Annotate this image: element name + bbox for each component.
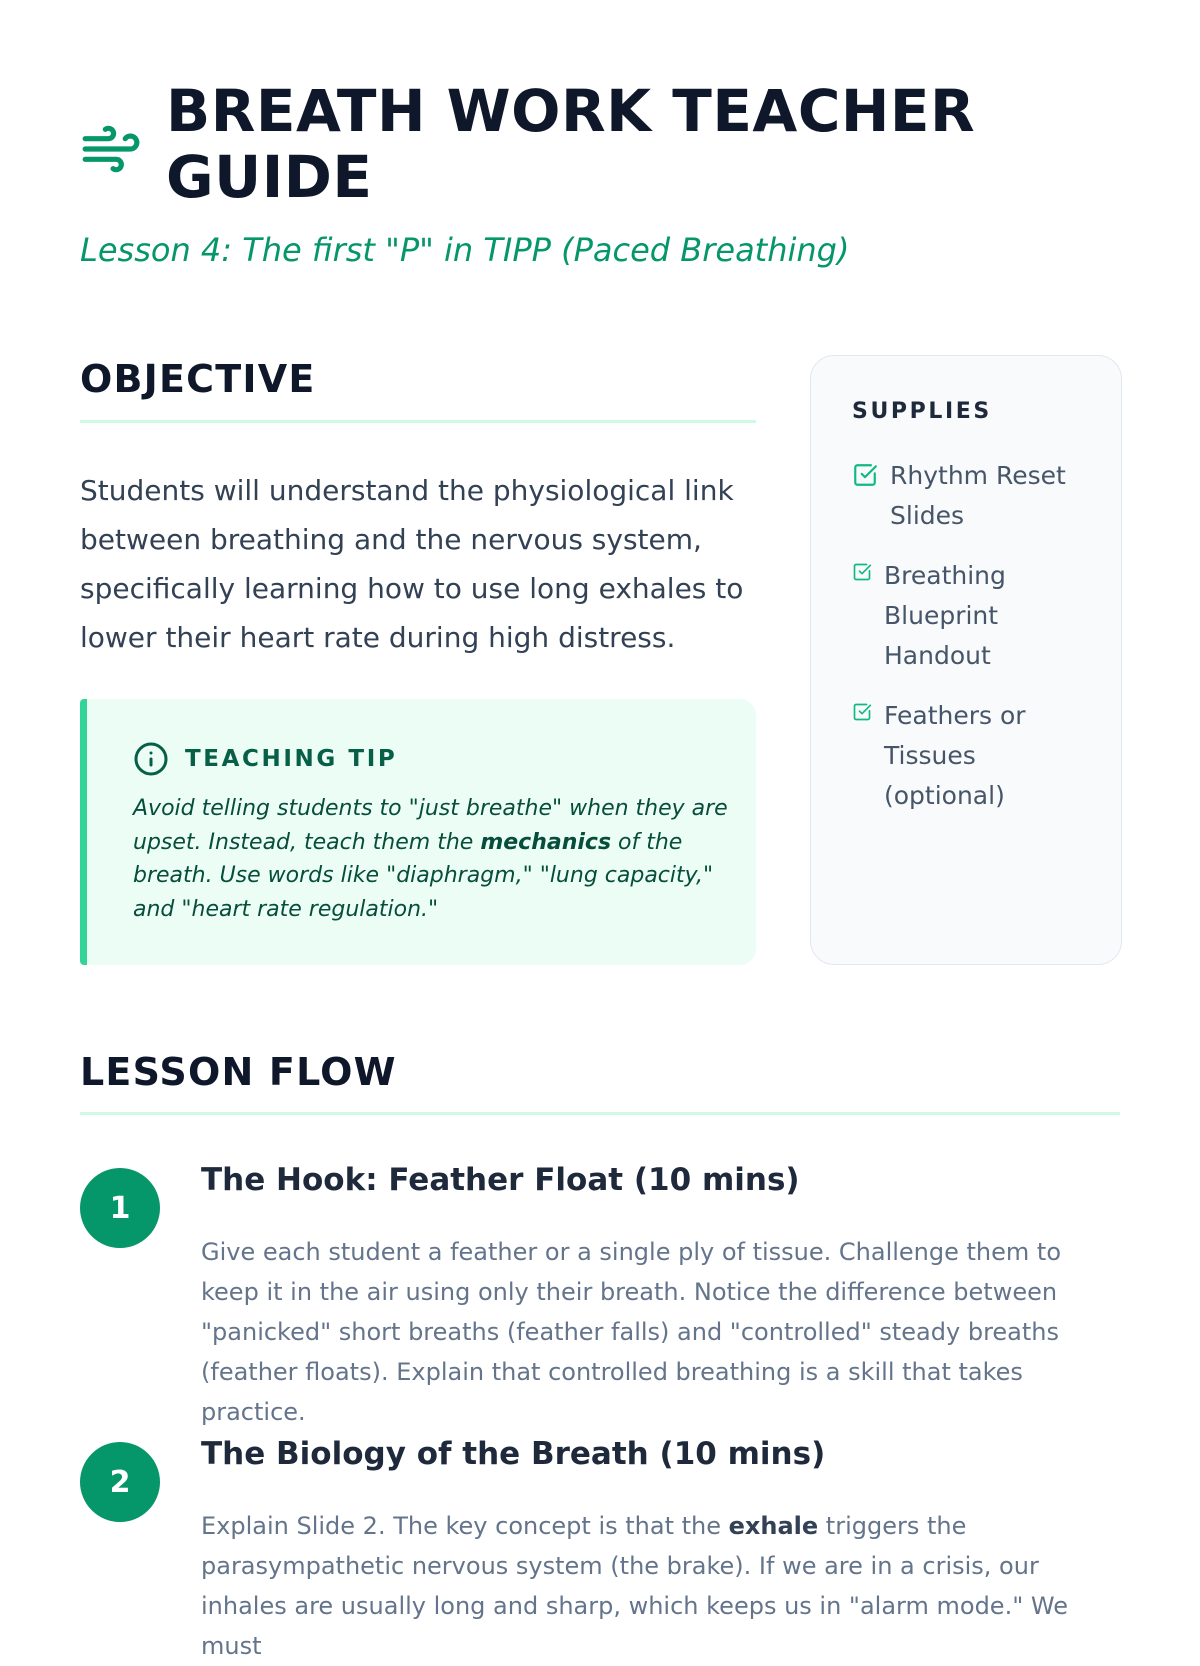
teaching-tip-header <box>133 741 397 777</box>
objective-text: Students will understand the physiological link between breathing and the nervous system, specifically learning how to use long exhales to lower their heart rate during high distress. <box>80 474 744 654</box>
supplies-item-label: Rhythm Reset Slides <box>890 461 1066 530</box>
teaching-tip-title: TEACHING TIP <box>185 746 398 772</box>
supplies-item <box>852 456 1092 536</box>
step-description-start: Give each student a feather or a single ply of tissue. Challenge them to keep it in the air using only their breath. Notice the difference between "panicked" short breaths (feather falls) and "controlled" steady breaths (feather floats). Explain that controlled breathing is a skill that takes practice. <box>201 1238 1062 1426</box>
teaching-tip-callout <box>80 699 756 965</box>
supplies-item-label: Breathing Blueprint Handout <box>884 561 1006 670</box>
info-icon <box>133 741 169 777</box>
step-number-badge: 1 <box>80 1168 160 1248</box>
objective-heading: OBJECTIVE <box>80 357 316 401</box>
step-title: The Hook: Feather Float (10 mins) <box>201 1162 800 1198</box>
teaching-tip-text-start: Avoid telling students to "just breathe" when they are upset. Instead, teach them the <box>133 796 728 855</box>
check-square-icon <box>852 462 878 488</box>
step-description-end: triggers the parasympathetic nervous system (the brake). If we are in a crisis, our inhales are usually long and sharp, which keeps us in "alarm mode." We must <box>201 1512 1068 1660</box>
teaching-tip-text <box>133 792 733 926</box>
step-description <box>201 1506 1121 1666</box>
supplies-item-label: Feathers or Tissues (optional) <box>884 701 1026 810</box>
step-number-badge: 2 <box>80 1442 160 1522</box>
teaching-tip-text-end: of the breath. Use words like "diaphragm," "lung capacity," and "heart rate regulation." <box>133 829 714 922</box>
supplies-card <box>810 355 1122 965</box>
teaching-tip-emphasis: mechanics <box>480 829 612 855</box>
lesson-subtitle: Lesson 4: The first "P" in TIPP (Paced Breathing) <box>80 231 850 269</box>
step-title: The Biology of the Breath (10 mins) <box>201 1436 826 1472</box>
supplies-list <box>852 456 1092 836</box>
lesson-flow-heading: LESSON FLOW <box>80 1050 397 1094</box>
step-description-emphasis: exhale <box>728 1512 819 1540</box>
step-description-start: Explain Slide 2. The key concept is that the <box>201 1512 729 1540</box>
page-title: BREATH WORK TEACHER GUIDE <box>166 77 976 211</box>
title-row <box>80 78 1120 210</box>
check-square-icon <box>852 562 872 582</box>
guide-header <box>80 78 1120 270</box>
supplies-item <box>852 556 1092 676</box>
supplies-title: SUPPLIES <box>852 399 992 424</box>
wind-icon <box>80 118 142 180</box>
objective-divider <box>80 420 756 423</box>
check-square-icon <box>852 702 872 722</box>
lesson-flow-divider <box>80 1112 1120 1115</box>
step-description <box>201 1232 1121 1432</box>
supplies-item <box>852 696 1092 816</box>
